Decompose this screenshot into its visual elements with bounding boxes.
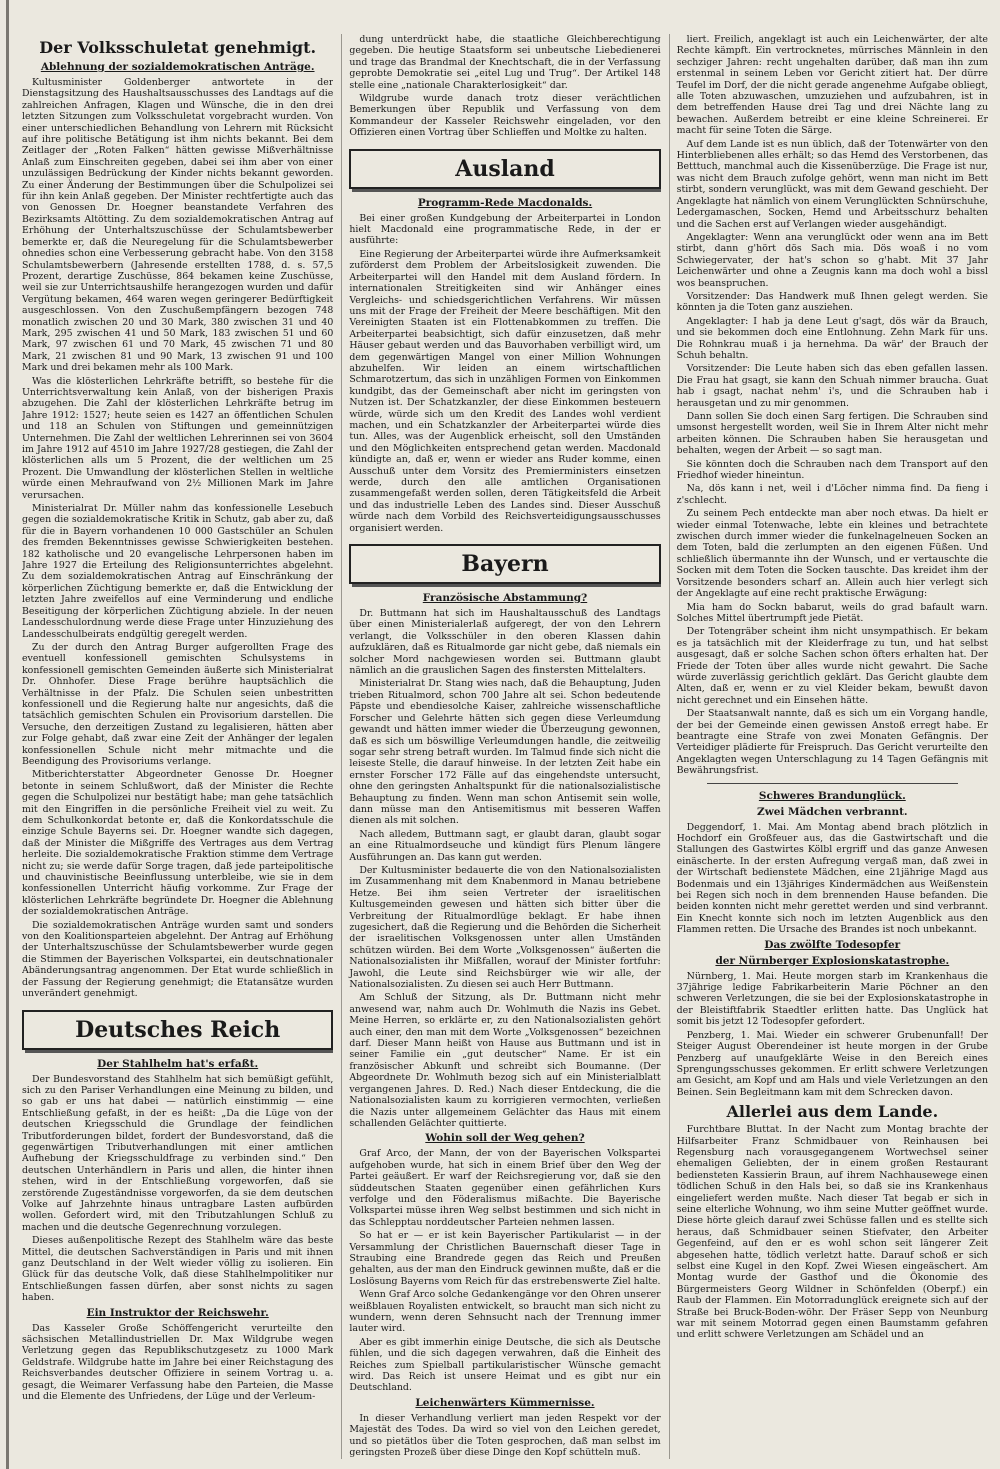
subheadline: Französische Abstammung? bbox=[422, 592, 588, 605]
paragraph: Dann sollen Sie doch einen Sarg fertigen. Die Schrauben sind umsonst hergestellt worden, weil Sie in Ihrem Alter nicht mehr arbeiten können. Die Schrauben haben Sie herausgetan und behalten, wegen der Arbeit — so sagt man. bbox=[676, 411, 988, 457]
paragraph: Am Schluß der Sitzung, als Dr. Buttmann nicht mehr anwesend war, nahm auch Dr. Wohlmuth die Nazis ins Gebet. Meine Herren, so erklärte er, zu den Nationalsozialisten gehört auch einer, den man mit dem Worte „Volksgenossen“ bezeichnen darf. Dieser Mann heißt von Hause aus Buttmann und ist in seiner Familie ein „gut deutscher“ Name. Er ist ein französischer Abkunft und schreibt sich Boumanne. (Der Abgeordnete Dr. Wohlmuth bezog sich auf ein Ministerialblatt vergangenen Jahres. D. Red.) Nach dieser Entdeckung, die die Nationalsozialisten kaum zu korrigieren vermochten, verließen die Nazis unter allgemeinem Gelächter das Haus mit einem schallenden Gelächter quittierte. bbox=[349, 992, 661, 1129]
divider bbox=[707, 783, 958, 784]
paragraph: Das Kasseler Große Schöffengericht verurteilte den sächsischen Metallindustriellen Dr. Max Wildgrube wegen Verletzung gegen das Republikschutzgesetz zu 1000 Mark Geldstrafe. Wildgrube hatte im Jahre bei einer Reichstagung des Reichsverbandes deutscher Offiziere in seinem Vortrag u. a. gesagt, die Weimarer Verfassung habe den Parteien, die Masse und die Elemente des Unfriedens, der Lüge und der Verleum- bbox=[22, 1322, 334, 1403]
paragraph: Zu seinem Pech entdeckte man aber noch etwas. Da hielt er wieder einmal Totenwache, lebte ein kleines und betrachtete zwischen durch immer wieder die funkelnagelneuen Socken an dem Toten, bald die zerlumpten an den eigenen Füßen. Und schließlich übermannte ihn der Wunsch, und er vertauschte die Socken mit dem Toten die Socken tauschte. Das kreidet ihm der Vorsitzende besonders scharf an. Allein auch hier verlegt sich der Angeklagte auf eine recht praktische Erwägung: bbox=[676, 508, 988, 600]
column-2 bbox=[341, 34, 660, 1459]
paragraph: Aber es gibt immerhin einige Deutsche, die sich als Deutsche fühlen, und die sich dagegen verwahren, daß die Einheit des Reiches zum Spielball partikularistischer Wünsche gemacht wird. Das Reich ist unsere Heimat und es gibt nur ein Deutschland. bbox=[349, 1336, 661, 1394]
paragraph: Was die klösterlichen Lehrkräfte betrifft, so bestehe für die Unterrichtsverwaltung kein Anlaß, von der bisherigen Praxis abzugehen. Die Zahl der klösterlichen Lehrkräfte betrug im Jahre 1912: 1527; heute seien es 1427 an öffentlichen Schulen und 118 an Schulen von Stiftungen und gemeinnützigen Unternehmen. Die Zahl der weltlichen Lehrerinnen sei von 3604 im Jahre 1912 auf 4510 im Jahre 1927/28 gestiegen, die Zahl der klösterlichen alls um 5 Prozent, die der weltlichen um 25 Prozent. Die Umwandlung der klösterlichen Stellen in weltliche würde einen Mehraufwand von 2½ Millionen Mark im Jahre verursachen. bbox=[22, 375, 334, 501]
paragraph: Bei einer großen Kundgebung der Arbeiterpartei in London hielt Macdonald eine programmatische Rede, in der er ausführte: bbox=[349, 212, 661, 247]
paragraph: Sie könnten doch die Schrauben nach dem Transport auf den Friedhof wieder hineintun. bbox=[676, 458, 988, 482]
paragraph: Eine Regierung der Arbeiterpartei würde ihre Aufmerksamkeit zuförderst dem Problem der Arbeitslosigkeit zuwenden. Die Arbeiterpartei will den Handel mit dem Ausland fördern. In internationalen Streitigkeiten sind wir Anhänger eines Vergleichs- und schiedsgerichtlichen Verfahrens. Wir müssen uns mit der Frage der Freiheit der Meere beschäftigen. Mit den Vereinigten Staaten ist ein Flottenabkommen zu treffen. Die Arbeiterpartei beabsichtigt, sich dafür einzusetzen, daß mehr Häuser gebaut werden und das Bauvorhaben verbilligt wird, um dem gegenwärtigen Mangel von einer Million Wohnungen abzuhelfen. Wir leiden an einem wirtschaftlichen Schmarotzertum, das sich in unzähligen Formen von Einkommen kundgibt, das der Gemeinschaft aber nicht im geringsten von Nutzen ist. Der Schatzkanzler, der diese Einkommen besteuern würde, würde sich um den Kredit des Landes wohl verdient machen, und ein Schatzkanzler der Arbeiterpartei würde dies tun. Alles, was der Augenblick erheischt, soll den Umständen und den Möglichkeiten entsprechend getan werden. Macdonald kündigte an, daß er, wenn er wieder ans Ruder komme, einen Ausschuß unter dem Vorsitz des Premierministers einsetzen werde, durch den alle amtlichen Organisationen zusammengefaßt werden sollen, deren Tätigkeitsfeld die Arbeit und das industrielle Leben des Landes sind. Dieser Ausschuß würde nach dem Vorbild des Reichsverteidigungsausschusses organisiert werden. bbox=[349, 248, 661, 534]
subheadline: Schweres Brandunglück. bbox=[758, 789, 906, 802]
paragraph: Furchtbare Bluttat. In der Nacht zum Montag brachte der Hilfsarbeiter Franz Schmidbauer von Reinhausen bei Regensburg nach vorausgegangenem Wortwechsel seiner ehemaligen Geliebten, der in einem großen Restaurant bediensteten Kassierin Braun, auf ihrem Nachhausewege einen tödlichen Schuß in den Hals bei, so daß sie ins Krankenhaus eingeliefert werden mußte. Nach dieser Tat begab er sich in seine elterliche Wohnung, wo ihm seine Mutter geöffnet wurde. Diese hörte gleich darauf zwei Schüsse fallen und es stellte sich heraus, daß Schmidbauer seinen Stiefvater, den Arbeiter Gegenfeind, auf den er es wohl schon seit längerer Zeit abgesehen hatte, tödlich verletzt hatte. Darauf schoß er sich selbst eine Kugel in den Kopf. Zwei Wiesen eingeäschert. Am Montag wurde der Gasthof und die Ökonomie des Bürgermeisters Georg Wildner in Schönfelden (Oberpf.) ein Raub der Flammen. Ein Motorradunglück ereignete sich auf der Straße bei Bruck-Boden-wöhr. Der Fräser Sepp von Neunburg war mit seinem Motorrad gegen einen Baumstamm gefahren und erlitt schwere Verletzungen am Schädel und an bbox=[676, 1124, 988, 1341]
paragraph: Vorsitzender: Die Leute haben sich das eben gefallen lassen. Die Frau hat gsagt, sie kann den Schuah nimmer braucha. Guat hab i gsagt, nachat nehm' i's, und die Schrauben hab i herausgetan und zu mir genommen. bbox=[676, 363, 988, 409]
subheadline: Das zwölfte Todesopfer bbox=[764, 938, 901, 951]
paragraph: Kultusminister Goldenberger antwortete in der Dienstagsitzung des Haushaltsausschusses des Landtags auf die zahlreichen Anfragen, Klagen und Wünsche, die in den drei letzten Sitzungen zum Volksschuletat vorgebracht wurden. Von einer unterschiedlichen Behandlung von Lehrern mit Rücksicht auf ihre politische Betätigung ist ihm nichts bekannt. Bei dem Zeitlager der „Roten Falken“ hätten gewisse Mißverhältnisse Anlaß zum Einschreiten gegeben, dabei sei ihm aber von einer unzulässigen Bedrückung der Kinder nichts bekannt geworden. Zu einer Änderung der Bestimmungen über die Schulpolizei sei für ihn kein Anlaß gegeben. Der Minister rechtfertigte auch das von Genossen Dr. Hoegner beanstandete Verfahren des Bezirksamts Altötting. Zu dem sozialdemokratischen Antrag auf Erhöhung der Unterhaltszuschüsse der Schulamtsbewerber bemerkte er, daß die Neuregelung für die Schulamtsbewerber ohnedies schon eine Verbesserung gebracht habe. Von den 3158 Schulamtsbewerbern (Jahresende erstellten 1788, d. s. 57,5 Prozent, derartige Zuschüsse, 864 bekamen keine Zuschüsse, weil sie zur Unterrichtsaushilfe herangezogen wurden und dafür Vergütung bekamen, 464 waren wegen geringerer Bedürftigkeit ausgeschlossen. Von den Zuschußempfängern bezogen 748 monatlich zwischen 20 und 30 Mark, 380 zwischen 31 und 40 Mark, 295 zwischen 41 und 50 Mark, 183 zwischen 51 und 60 Mark, 97 zwischen 61 und 70 Mark, 45 zwischen 71 und 80 Mark, 21 zwischen 81 und 90 Mark, 13 zwischen 91 und 100 Mark und drei bekamen mehr als 100 Mark. bbox=[22, 77, 334, 374]
paragraph: Ministerialrat Dr. Stang wies nach, daß die Behauptung, Juden trieben Ritualmord, schon 700 Jahre alt sei. Schon bedeutende Päpste und ebendiesolche Kaiser, zahlreiche wissenschaftliche Forscher und Gelehrte hätten sich gegen diese Verleumdung gewandt und hätten immer wieder die Überzeugung gewonnen, daß es sich um böswillige Verleumdungen handle, die zeitweilig sogar sehr streng betraft wurden. Im Talmud finde sich nicht die leiseste Stelle, die darauf hinweise. In der letzten Zeit habe ein ernster Forscher 172 Fälle auf das eingehendste untersucht, ohne den geringsten Anhaltspunkt für die nationalsozialistische Behauptung zu finden. Wenn man schon Antisemit sein wolle, dann müsse man den Antisemitismus mit besseren Waffen dienen als mit solchen. bbox=[349, 678, 661, 827]
paragraph: Die sozialdemokratischen Anträge wurden samt und sonders von den Koalitionsparteien abgelehnt. Der Antrag auf Erhöhung der Unterhaltszuschüsse der Schulamtsbewerber wurde gegen die Stimmen der Bayerischen Volkspartei, ein deutschnationaler Abänderungsantrag angenommen. Der Etat wurde schließlich in der Fassung der Regierung genehmigt; die Etatansätze wurden unverändert genehmigt. bbox=[22, 919, 334, 1000]
paragraph: Der Bundesvorstand des Stahlhelm hat sich bemüßigt gefühlt, sich zu den Pariser Verhandlungen eine Meinung zu bilden, und so gab er uns hat dabei — natürlich einstimmig — eine Entschließung gefaßt, in der es heißt: „Da die Lüge von der deutschen Kriegsschuld die Grundlage der feindlichen Tributforderungen bildet, fordert der Bundesvorstand, daß die gegenwärtigen Tributverhandlungen mit einer amtlichen Aufhebung der Kriegsschuldfrage zu verbinden sind.“ Den deutschen Unterhändlern in Paris und allen, die hinter ihnen stehen, wird in der Entschließung vorgeworfen, daß sie zerstörende Zugeständnisse vorgeworfen, da sie dem deutschen Volke auf Jahrzehnte hinaus untragbare Lasten aufbürden wollen. Gefordert wird, mit den Tributzahlungen Schluß zu machen und die deutsche Gegenrechnung vorzulegen. bbox=[22, 1073, 334, 1233]
paragraph: Na, dös kann i net, weil i d'Löcher nimma find. Da fieng i z'schlecht. bbox=[676, 483, 988, 506]
paragraph: dung unterdrückt habe, die staatliche Gleichberechtigung gegeben. Die heutige Staatsform sei unbeutsche Liebedienerei und trage das Brandmal der Knechtschaft, die in der Verfassung geprobte Demokratie sei „eitel Lug und Trug“. Der Artikel 148 stelle eine „nationale Charakterlosigkeit“ dar. bbox=[349, 34, 661, 91]
paragraph: Der Totengräber scheint ihm nicht unsympathisch. Er bekam es ja tatsächlich mit der Kleiderfrage zu tun, und hat selbst ausgesagt, daß er solche Sachen schon öfters erhalten hat. Der Friede der Toten über alles wurde nicht gewahrt. Die Sache würde zuverlässig gerichtlich geklärt. Das Gericht glaubte dem Alten, daß er, wenn er zu viel Kleider bekam, bewußt davon nicht gerechnet und ein Einsehen hätte. bbox=[676, 626, 988, 706]
section-box-deutsches-reich: Deutsches Reich bbox=[22, 1010, 333, 1050]
paragraph: Angeklagter: I hab ja dene Leut g'sagt, dös wär da Brauch, und sie bekommen doch eine Entlohnung. Zehn Mark für uns. Die Rohnkrau muaß i ja hernehma. Da wär' der Brauch der Schuh behaltn. bbox=[676, 315, 988, 361]
paragraph: In dieser Verhandlung verliert man jeden Respekt vor der Majestät des Todes. Da wird so viel von den Leichen geredet, und so pietätlos über die Toten gesprochen, daß man selbst im geringsten Prozeß über diese Dinge den Kopf schütteln muß. bbox=[349, 1412, 661, 1459]
subheadline: Leichenwärters Kümmernisse. bbox=[415, 1396, 595, 1409]
paragraph: Der Kultusminister bedauerte die von den Nationalsozialisten im Zusammenhang mit dem Knabenmord in Manau betriebene Hetze. Bei ihm seien Vertreter der israelitischen Kultusgemeinden gewesen und hätten sich bitter über die Verbreitung der Ritualmordlüge beklagt. Er habe ihnen zugesichert, daß die Regierung und die Behörden die Sicherheit der israelitischen Volksgenossen unter allen Umständen schützen würden. Bei dem Worte „Volksgenossen“ äußerten die Nationalsozialisten ihr Mißfallen, worauf der Minister fortfuhr: Jawohl, die Leute sind Reichsbürger wie wir alle, der Nationalsozialisten. Zu diesen sei auch Herr Buttmann. bbox=[349, 864, 661, 991]
column-3 bbox=[669, 34, 988, 1459]
subheadline: Programm-Rede Macdonalds. bbox=[417, 196, 593, 209]
headline-volksschuletat: Der Volksschuletat genehmigt. bbox=[39, 38, 317, 57]
paragraph: Mia ham do Sockn babarut, weils do grad bafault warn. Solches Mittel übertrumpft jede Pietät. bbox=[676, 601, 988, 624]
headline-allerlei: Allerlei aus dem Lande. bbox=[726, 1102, 939, 1122]
paragraph: Wildgrube wurde danach trotz dieser verächtlichen Bemerkungen über Republik und Verfassung von dem Kommandeur der Kasseler Reichswehr eingeladen, vor den Offizieren einen Vortrag über Schlieffen und Moltke zu halten. bbox=[349, 93, 661, 139]
section-box-bayern: Bayern bbox=[349, 544, 660, 584]
paragraph: Angeklagter: Wenn ana verunglückt oder wenn ana im Bett stirbt, dann g'hört dös Sach mia. Dös woaß i no vom Schwiegervater, der hat's schon so g'habt. Mit 37 Jahr Leichenwärter und ohne a Zeugnis kann ma doch wohl a bissl wos beanspruchen. bbox=[676, 231, 988, 289]
paragraph: liert. Freilich, angeklagt ist auch ein Leichenwärter, der alte Rechte kämpft. Ein vertrocknetes, mürrisches Männlein in den sechziger Jahren: recht ungehalten darüber, daß man ihn zum erstenmal in seinem Leben vor Gericht zitiert hat. Der dürre Teufel im Dorf, der die nicht gerade angenehme Aufgabe obliegt, alle Toten abzuwaschen, umzuziehen und aufzubahren, ist in dem betreffenden Hause drei Tag und drei Nächte lang zu bewachen. Außerdem betreibt er eine kleine Schreinerei. Er macht für seine Toten die Särge. bbox=[676, 34, 988, 137]
subheadline: Zwei Mädchen verbrannt. bbox=[757, 805, 908, 818]
subheadline: der Nürnberger Explosionskatastrophe. bbox=[715, 954, 950, 967]
paragraph: Zu der durch den Antrag Burger aufgerollten Frage des eventuell konfessionell gemischten Schulsystems in konfessionell gemischten Gemeinden äußerte sich Ministerialrat Dr. Ohnhofer. Diese Frage berühre hauptsächlich die Verhältnisse in der Pfalz. Die Schulen seien unbestritten konfessionell und die Regierung halte nur angesichts, daß die tatsächlich gemischten Schulen ein Provisorium darstellen. Die Versuche, den derzeitigen Zustand zu legalisieren, hätten aber zur Folge gehabt, daß zwar eine Zeit der Anhänger der legalen konfessionellen Schule nicht mehr mitmachte und die Beendigung des Provisoriums verlange. bbox=[22, 641, 334, 767]
paragraph: Ministerialrat Dr. Müller nahm das konfessionelle Lesebuch gegen die sozialdemokratische Kritik in Schutz, gab aber zu, daß für die in Bayern vorhandenen 10 000 Gastschüler an Schulen des fremden Bekenntnisses gewisse Schwierigkeiten bestehen. 182 katholische und 20 evangelische Lehrpersonen haben im Jahre 1927 die Erteilung des Religionsunterrichtes abgelehnt. Zu dem sozialdemokratischen Antrag auf Einschränkung der körperlichen Züchtigung bemerkte er, daß die Entwicklung der letzten Jahre zweifellos auf eine Verminderung und endliche Beseitigung der körperlichen Züchtigung abziele. In der neuen Landesschulordnung werde diese Frage unter Hinzuziehung des Landesschulbeirats endgültig geregelt werden. bbox=[22, 503, 334, 640]
paragraph: Nach alledem, Buttmann sagt, er glaubt daran, glaubt sogar an eine Ritualmordseuche und kündigt fürs Plenum längere Ausführungen an. Das kann gut werden. bbox=[349, 828, 661, 863]
paragraph: Vorsitzender: Das Handwerk muß Ihnen gelegt werden. Sie könnten ja die Toten ganz ausziehen. bbox=[676, 290, 988, 314]
paragraph: So hat er — er ist kein Bayerischer Partikularist — in der Versammlung der Christlichen Bauernschaft dieser Tage in Straubing eine Brandrede gegen das Reich und Preußen gehalten, aus der man den Eindruck gewinnen mußte, daß er die Loslösung Bayerns vom Reich für das erstrebenswerte Ziel halte. bbox=[349, 1230, 661, 1287]
paragraph: Auf dem Lande ist es nun üblich, daß der Totenwärter von den Hinterbliebenen alles erhält; so das Hemd des Verstorbenen, das Betttuch, manchmal auch die Kissenüberzüge. Die Frage ist nur, was nicht dem Brauch zufolge gehört, wenn man nicht im Bett stirbt, sondern verunglückt, was mit dem Gewand geschieht. Der Angeklagte hat nämlich von einem Verunglückten Schnürschuhe, Ledergamaschen, Socken, Hemd und Arbeitsschurz behalten und die Sachen erst auf Verlangen wieder ausgehändigt. bbox=[676, 138, 988, 230]
paragraph: Graf Arco, der Mann, der von der Bayerischen Volkspartei aufgehoben wurde, hat sich in einem Brief über den Weg der Partei geäußert. Er warf der Reichsregierung vor, daß sie den süddeutschen Staaten gegenüber einen gefährlichen Kurs verfolge und den Föderalismus mißachte. Die Bayerische Volkspartei müsse ihren Weg selbst bestimmen und sich nicht in das Schlepptau norddeutscher Parteien nehmen lassen. bbox=[349, 1148, 661, 1228]
subheadline: Ein Instruktor der Reichswehr. bbox=[86, 1306, 269, 1319]
subheadline: Der Stahlhelm hat's erfaßt. bbox=[97, 1057, 259, 1070]
paragraph: Mitberichterstatter Abgeordneter Genosse Dr. Hoegner betonte in seinem Schlußwort, daß der Minister die Rechte gegen die Schulpolizei nur bestätigt habe; man gehe tatsächlich mit den Eingriffen in die persönliche Freiheit viel zu weit. Zu dem Schulkonkordat betonte er, daß die Konkordatsschule die einzige Schule Bayerns sei. Dr. Hoegner wandte sich dagegen, daß der Minister die Mißgriffe des Vertrages aus dem Vertrag herleite. Die sozialdemokratische Fraktion stimme dem Vertrage nicht zu; sie werde dafür Sorge tragen, daß jede parteipolitische und chauvinistische Beeinflussung unterbleibe, wie sie in dem konfessionellen Unterricht häufig vorkomme. Zur Frage der klösterlichen Lehrkräfte begründete Dr. Hoegner die Ablehnung der sozialdemokratischen Anträge. bbox=[22, 769, 334, 918]
subheadline: Ablehnung der sozialdemokratischen Anträge. bbox=[40, 61, 315, 73]
paragraph: Penzberg, 1. Mai. Wieder ein schwerer Grubenunfall! Der Steiger August Oberendeiner ist heute morgen in der Grube Penzberg auf unaufgeklärte Weise in den Bereich eines Sprengungsschusses gekommen. Er erlitt schwere Verletzungen am Gesicht, am Kopf und am Hals und viele Verletzungen an den Beinen. Sein Begleitmann kam mit dem Schrecken davon. bbox=[676, 1029, 988, 1098]
column-1 bbox=[22, 34, 333, 1459]
subheadline: Wohin soll der Weg gehen? bbox=[425, 1132, 585, 1145]
paragraph: Dr. Buttmann hat sich im Haushaltausschuß des Landtags über einen Ministerialerlaß aufgeregt, der von den Lehrern verlangt, die Volksschüler in den oberen Klassen dahin aufzuklären, daß es Ritualmorde gar nicht gebe, daß niemals ein solcher Mord nachgewiesen worden sei. Buttmann glaubt nämlich an die grauslichen Sagen des finstersten Mittelalters. bbox=[349, 608, 661, 677]
paragraph: Dieses außenpolitische Rezept des Stahlhelm wäre das beste Mittel, die deutschen Sachverständigen in Paris und mit ihnen ganz Deutschland in der Welt wieder völlig zu isolieren. Ein Glück für das deutsche Volk, daß diese Stahlhelmpolitiker nur Entschließungen fassen dürfen, aber sonst nichts zu sagen haben. bbox=[22, 1235, 334, 1304]
paragraph: Wenn Graf Arco solche Gedankengänge vor den Ohren unserer weißblauen Royalisten entwickelt, so braucht man sich nicht zu wundern, wenn deren Sehnsucht nach der Trennung immer lauter wird. bbox=[349, 1289, 661, 1335]
paragraph: Deggendorf, 1. Mai. Am Montag abend brach plötzlich in Hochdorf ein Großfeuer aus, das die Gastwirtschaft und die Stallungen des Gastwirtes Kölbl ergriff und das ganze Anwesen einäscherte. In der ersten Aufregung vergaß man, daß zwei in der Wirtschaft bedienstete Mädchen, eine 21jährige Magd aus Bodenmais und ein 13jähriges Kindermädchen aus Weißenstein bei Regen sich noch in dem brennenden Hause befanden. Die beiden konnten nicht mehr gerettet werden und sind verbrannt. Ein Knecht konnte sich noch im letzten Augenblick aus den Flammen retten. Die Ursache des Brandes ist noch unbekannt. bbox=[676, 821, 988, 936]
paragraph: Nürnberg, 1. Mai. Heute morgen starb im Krankenhaus die 37jährige ledige Fabrikarbeiterin Marie Pöchner an den schweren Verletzungen, die sie bei der Explosionskatastrophe in der Bleistiftfabrik Staedtler erlitten hatte. Das Unglück hat somit bis jetzt 12 Todesopfer gefordert. bbox=[676, 970, 988, 1028]
paragraph: Der Staatsanwalt nannte, daß es sich um ein Vorgang handle, der bei der Gemeinde einen gewissen Anstoß erregt habe. Er beantragte eine Strafe von zwei Monaten Gefängnis. Der Verteidiger plädierte für Freispruch. Das Gericht verurteilte den Angeklagten wegen Unterschlagung zu 14 Tagen Gefängnis mit Bewährungsfrist. bbox=[676, 708, 988, 777]
section-box-ausland: Ausland bbox=[349, 149, 660, 189]
